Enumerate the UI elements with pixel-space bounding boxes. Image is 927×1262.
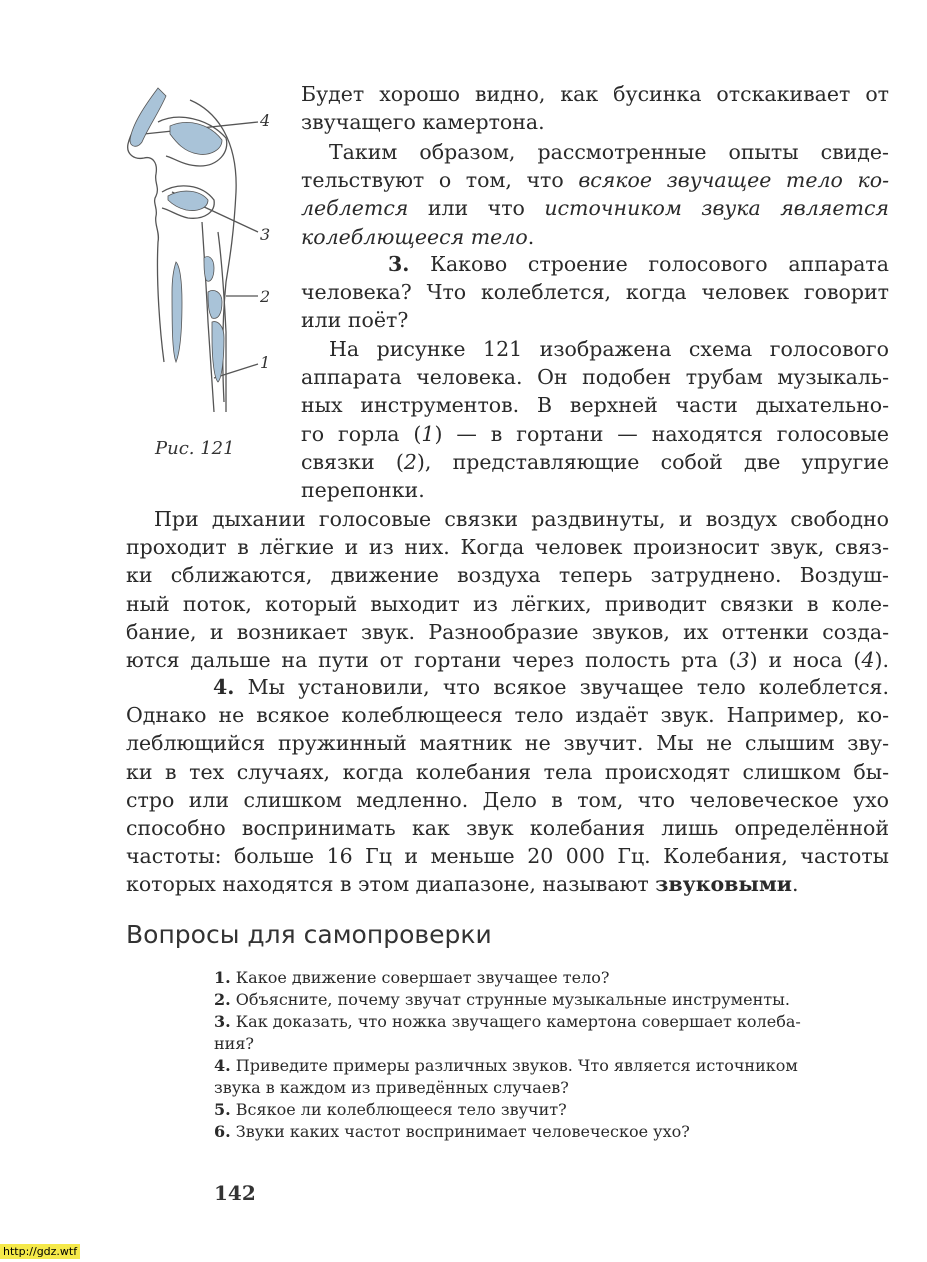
figure-caption: Рис. 121: [155, 438, 235, 459]
paragraph-3: [301, 250, 889, 335]
text-line: ный поток, который выходит из лёгких, приводит связки в коле-: [126, 591, 889, 616]
text-line: способно воспринимать как звук колебания лишь определённой: [126, 816, 889, 841]
vocal-apparatus-figure: [118, 82, 288, 412]
text-line: го горла (1) — в гортани — находятся голосовые: [301, 421, 889, 446]
text-line: колеблющееся тело.: [301, 224, 535, 249]
figure-label-1: 1: [260, 353, 271, 372]
paragraph-2: [301, 138, 889, 251]
text-line: перепонки.: [301, 478, 425, 503]
question-item: 3. Как доказать, что ножка звучащего камертона совершает колеба- ния?: [214, 1012, 801, 1053]
text-line: леблющийся пружинный маятник не звучит. Мы не слышим зву-: [126, 731, 889, 756]
text-line: Будет хорошо видно, как бусинка отскакивает от: [301, 82, 889, 106]
paragraph-4: [301, 335, 889, 504]
text-line: связки (2), представляющие собой две упругие: [301, 449, 889, 474]
text-line: ки сближаются, движение воздуха теперь затруднено. Воздуш-: [126, 563, 889, 588]
section-heading: Вопросы для самопроверки: [126, 920, 492, 949]
text-line: 4. Мы установили, что всякое звучащее тело колеблется.: [213, 675, 889, 699]
text-line: ных инструментов. В верхней части дыхательно-: [301, 393, 889, 418]
text-line: Таким образом, рассмотренные опыты свиде-: [329, 140, 889, 164]
paragraph-5: [126, 505, 889, 674]
text-line: человека? Что колеблется, когда человек говорит: [301, 280, 889, 305]
text-line: При дыхании голосовые связки раздвинуты, и воздух свободно: [154, 507, 889, 531]
text-line: ются дальше на пути от гортани через полость рта (3) и носа (4).: [126, 648, 889, 673]
text-line: аппарата человека. Он подобен трубам музыкаль-: [301, 365, 889, 390]
question-item: 5. Всякое ли колеблющееся тело звучит?: [214, 1100, 567, 1119]
question-item: 4. Приведите примеры различных звуков. Что является источником звука в каждом из приведённых случаев?: [214, 1056, 798, 1097]
text-line: звучащего камертона.: [301, 110, 545, 135]
question-item: 1. Какое движение совершает звучащее тело?: [214, 968, 610, 987]
paragraph-1: [301, 80, 889, 136]
questions-list: [214, 967, 890, 1143]
source-url-link[interactable]: http://gdz.wtf: [0, 1244, 80, 1259]
text-line: частоты: больше 16 Гц и меньше 20 000 Гц. Колебания, частоты: [126, 844, 889, 869]
text-line: бание, и возникает звук. Разнообразие звуков, их оттенки созда-: [126, 619, 889, 644]
figure-label-2: 2: [260, 287, 271, 306]
page-number: 142: [214, 1181, 256, 1205]
text-line: ки в тех случаях, когда колебания тела происходят слишком бы-: [126, 759, 889, 784]
question-item: 2. Объясните, почему звучат струнные музыкальные инструменты.: [214, 990, 790, 1009]
question-item: 6. Звуки каких частот воспринимает человеческое ухо?: [214, 1122, 690, 1141]
figure-label-3: 3: [260, 225, 271, 244]
text-line: леблется или что источником звука является: [301, 196, 889, 221]
text-line: Однако не всякое колеблющееся тело издаёт звук. Например, ко-: [126, 703, 889, 728]
text-line: стро или слишком медленно. Дело в том, что человеческое ухо: [126, 787, 889, 812]
paragraph-6: [126, 673, 889, 899]
text-line: которых находятся в этом диапазоне, называют звуковыми.: [126, 872, 799, 897]
text-line: На рисунке 121 изображена схема голосового: [329, 337, 889, 361]
text-line: тельствуют о том, что всякое звучащее тело ко-: [301, 168, 889, 193]
text-line: или поёт?: [301, 308, 409, 333]
figure-label-4: 4: [260, 111, 271, 130]
text-line: проходит в лёгкие и из них. Когда человек произносит звук, связ-: [126, 535, 889, 560]
text-line: 3. Каково строение голосового аппарата: [388, 252, 889, 276]
